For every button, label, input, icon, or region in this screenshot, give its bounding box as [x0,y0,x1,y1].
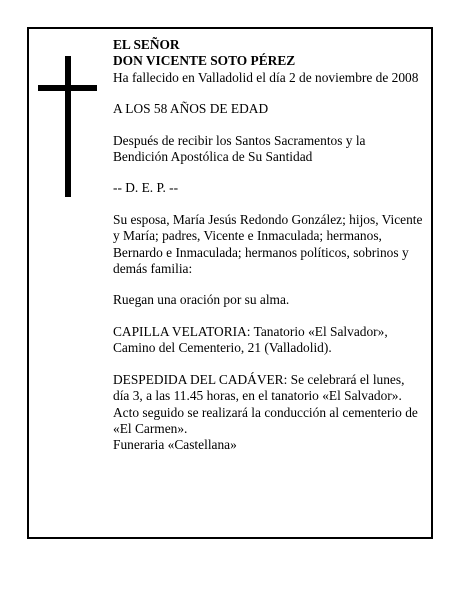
deceased-name: DON VICENTE SOTO PÉREZ [113,53,296,69]
deceased-title: EL SEÑOR [113,37,180,52]
farewell-info [113,372,423,438]
cross-icon [65,56,71,197]
obituary-text [113,37,423,454]
family-line: Su esposa, María Jesús Redondo González; hijos, Vicente y María; padres, Vicente e Inmaculada; hermanos, Bernardo e Inmaculada; hermanos políticos, sobrinos y demás familia: [113,211,423,277]
age-line: A LOS 58 AÑOS DE EDAD [113,101,269,117]
sacraments-line: Después de recibir los Santos Sacramentos y la Bendición Apostólica de Su Santidad [113,132,366,165]
chapel-info [113,324,423,357]
death-notice: Ha fallecido en Valladolid el día 2 de noviembre de 2008 [113,69,419,85]
cross-icon-bar [38,85,97,91]
prayer-request: Ruegan una oración por su alma. [113,292,290,308]
farewell-text: Se celebrará el lunes, día 3, a las 11.45 horas, en el tanatorio «El Salvador». Acto seguido se realizará la conducción al cementerio de «El Carmen». [113,371,418,436]
chapel-text: Tanatorio «El Salvador», Camino del Cementerio, 21 (Valladolid). [113,323,388,356]
rip-line: -- D. E. P. -- [113,180,179,196]
chapel-label: CAPILLA VELATORIA: [113,323,251,339]
funeral-home: Funeraria «Castellana» [113,437,237,453]
farewell-label: DESPEDIDA DEL CADÁVER: [113,371,288,387]
